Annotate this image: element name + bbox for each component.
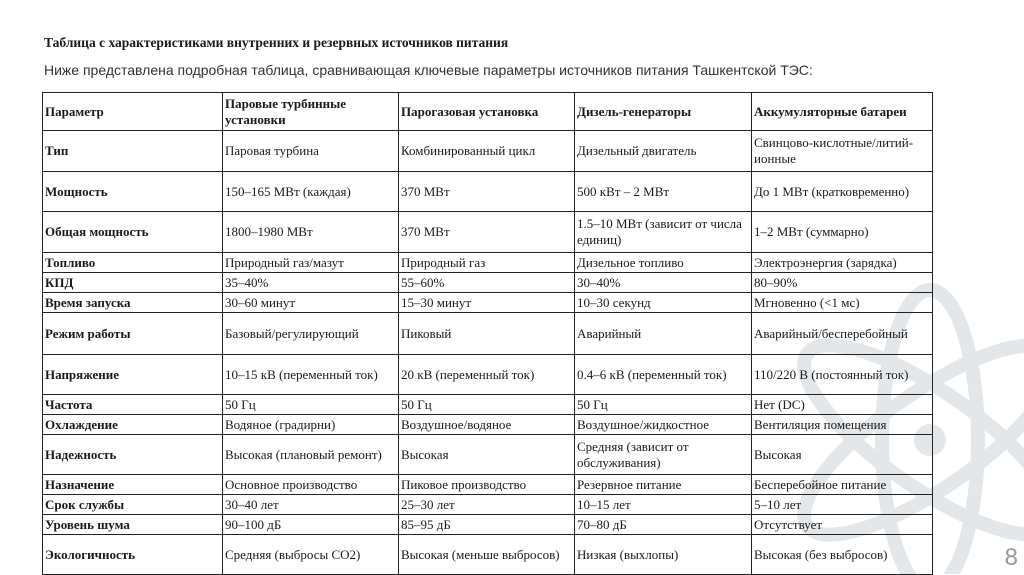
table-cell: Средняя (выбросы CO2)	[223, 535, 399, 575]
table-cell: Дизельное топливо	[575, 253, 752, 273]
table-row	[43, 495, 933, 515]
header-steam-turbines: Паровые турбинные установки	[223, 93, 399, 131]
table-cell: Комбинированный цикл	[399, 131, 575, 172]
table-cell: 25–30 лет	[399, 495, 575, 515]
table-cell: Водяное (градирни)	[223, 415, 399, 435]
table-cell: 10–15 лет	[575, 495, 752, 515]
table-cell: 30–40%	[575, 273, 752, 293]
table-cell: Основное производство	[223, 475, 399, 495]
table-cell: 10–30 секунд	[575, 293, 752, 313]
table-cell: До 1 МВт (кратковременно)	[752, 172, 933, 212]
table-header-row	[43, 93, 933, 131]
page-subheading: Ниже представлена подробная таблица, сравнивающая ключевые параметры источников питания Ташкентской ТЭС:	[44, 62, 813, 78]
row-label: Мощность	[43, 172, 223, 212]
table-cell: 30–40 лет	[223, 495, 399, 515]
table-cell: Резервное питание	[575, 475, 752, 495]
table-cell: Дизельный двигатель	[575, 131, 752, 172]
table-cell: Пиковый	[399, 313, 575, 355]
table-cell: 55–60%	[399, 273, 575, 293]
table-cell: 85–95 дБ	[399, 515, 575, 535]
row-label: КПД	[43, 273, 223, 293]
row-label: Частота	[43, 395, 223, 415]
table-cell: 50 Гц	[575, 395, 752, 415]
row-label: Уровень шума	[43, 515, 223, 535]
table-row	[43, 212, 933, 253]
table-row	[43, 475, 933, 495]
table-cell: 1.5–10 МВт (зависит от числа единиц)	[575, 212, 752, 253]
table-row	[43, 535, 933, 575]
row-label: Тип	[43, 131, 223, 172]
table-row	[43, 172, 933, 212]
row-label: Напряжение	[43, 355, 223, 395]
table-cell: 370 МВт	[399, 212, 575, 253]
row-label: Срок службы	[43, 495, 223, 515]
table-row	[43, 415, 933, 435]
table-cell: Базовый/регулирующий	[223, 313, 399, 355]
header-diesel-generators: Дизель-генераторы	[575, 93, 752, 131]
table-cell: Природный газ/мазут	[223, 253, 399, 273]
table-cell: 20 кВ (переменный ток)	[399, 355, 575, 395]
table-row	[43, 253, 933, 273]
table-cell: 50 Гц	[399, 395, 575, 415]
row-label: Надежность	[43, 435, 223, 475]
header-batteries: Аккумуляторные батареи	[752, 93, 933, 131]
table-cell: Средняя (зависит от обслуживания)	[575, 435, 752, 475]
table-row	[43, 355, 933, 395]
table-cell: Аварийный/бесперебойный	[752, 313, 933, 355]
table-cell: 5–10 лет	[752, 495, 933, 515]
table-row	[43, 395, 933, 415]
row-label: Время запуска	[43, 293, 223, 313]
header-combined-cycle: Парогазовая установка	[399, 93, 575, 131]
table-cell: Нет (DC)	[752, 395, 933, 415]
table-cell: Высокая (плановый ремонт)	[223, 435, 399, 475]
table-cell: Вентиляция помещения	[752, 415, 933, 435]
row-label: Охлаждение	[43, 415, 223, 435]
table-cell: 1800–1980 МВт	[223, 212, 399, 253]
row-label: Общая мощность	[43, 212, 223, 253]
table-cell: 15–30 минут	[399, 293, 575, 313]
table-cell: Воздушное/водяное	[399, 415, 575, 435]
table-row	[43, 435, 933, 475]
table-cell: 370 МВт	[399, 172, 575, 212]
row-label: Экологичность	[43, 535, 223, 575]
table-cell: Природный газ	[399, 253, 575, 273]
table-cell: 110/220 В (постоянный ток)	[752, 355, 933, 395]
table-cell: 35–40%	[223, 273, 399, 293]
table-row	[43, 515, 933, 535]
table-cell: Пиковое производство	[399, 475, 575, 495]
table-cell: 30–60 минут	[223, 293, 399, 313]
row-label: Назначение	[43, 475, 223, 495]
table-cell: 90–100 дБ	[223, 515, 399, 535]
table-cell: Электроэнергия (зарядка)	[752, 253, 933, 273]
table-cell: Высокая	[752, 435, 933, 475]
table-cell: 50 Гц	[223, 395, 399, 415]
table-cell: 10–15 кВ (переменный ток)	[223, 355, 399, 395]
table-cell: Низкая (выхлопы)	[575, 535, 752, 575]
table-row	[43, 273, 933, 293]
table-cell: Аварийный	[575, 313, 752, 355]
table-cell: Паровая турбина	[223, 131, 399, 172]
table-cell: Воздушное/жидкостное	[575, 415, 752, 435]
page-number: 8	[1004, 544, 1018, 571]
table-cell: 70–80 дБ	[575, 515, 752, 535]
row-label: Топливо	[43, 253, 223, 273]
table-cell: Высокая (меньше выбросов)	[399, 535, 575, 575]
table-cell: 80–90%	[752, 273, 933, 293]
page-heading: Таблица с характеристиками внутренних и резервных источников питания	[44, 35, 509, 50]
table-cell: Высокая (без выбросов)	[752, 535, 933, 575]
table-cell: Мгновенно (<1 мс)	[752, 293, 933, 313]
table-cell: Бесперебойное питание	[752, 475, 933, 495]
power-sources-table	[42, 92, 933, 575]
header-parameter: Параметр	[43, 93, 223, 131]
table-cell: Отсутствует	[752, 515, 933, 535]
row-label: Режим работы	[43, 313, 223, 355]
table-row	[43, 131, 933, 172]
table-cell: Свинцово-кислотные/литий-ионные	[752, 131, 933, 172]
table-row	[43, 313, 933, 355]
table-cell: 1–2 МВт (суммарно)	[752, 212, 933, 253]
table-cell: Высокая	[399, 435, 575, 475]
table-cell: 500 кВт – 2 МВт	[575, 172, 752, 212]
table-cell: 150–165 МВт (каждая)	[223, 172, 399, 212]
table-row	[43, 293, 933, 313]
table-cell: 0.4–6 кВ (переменный ток)	[575, 355, 752, 395]
